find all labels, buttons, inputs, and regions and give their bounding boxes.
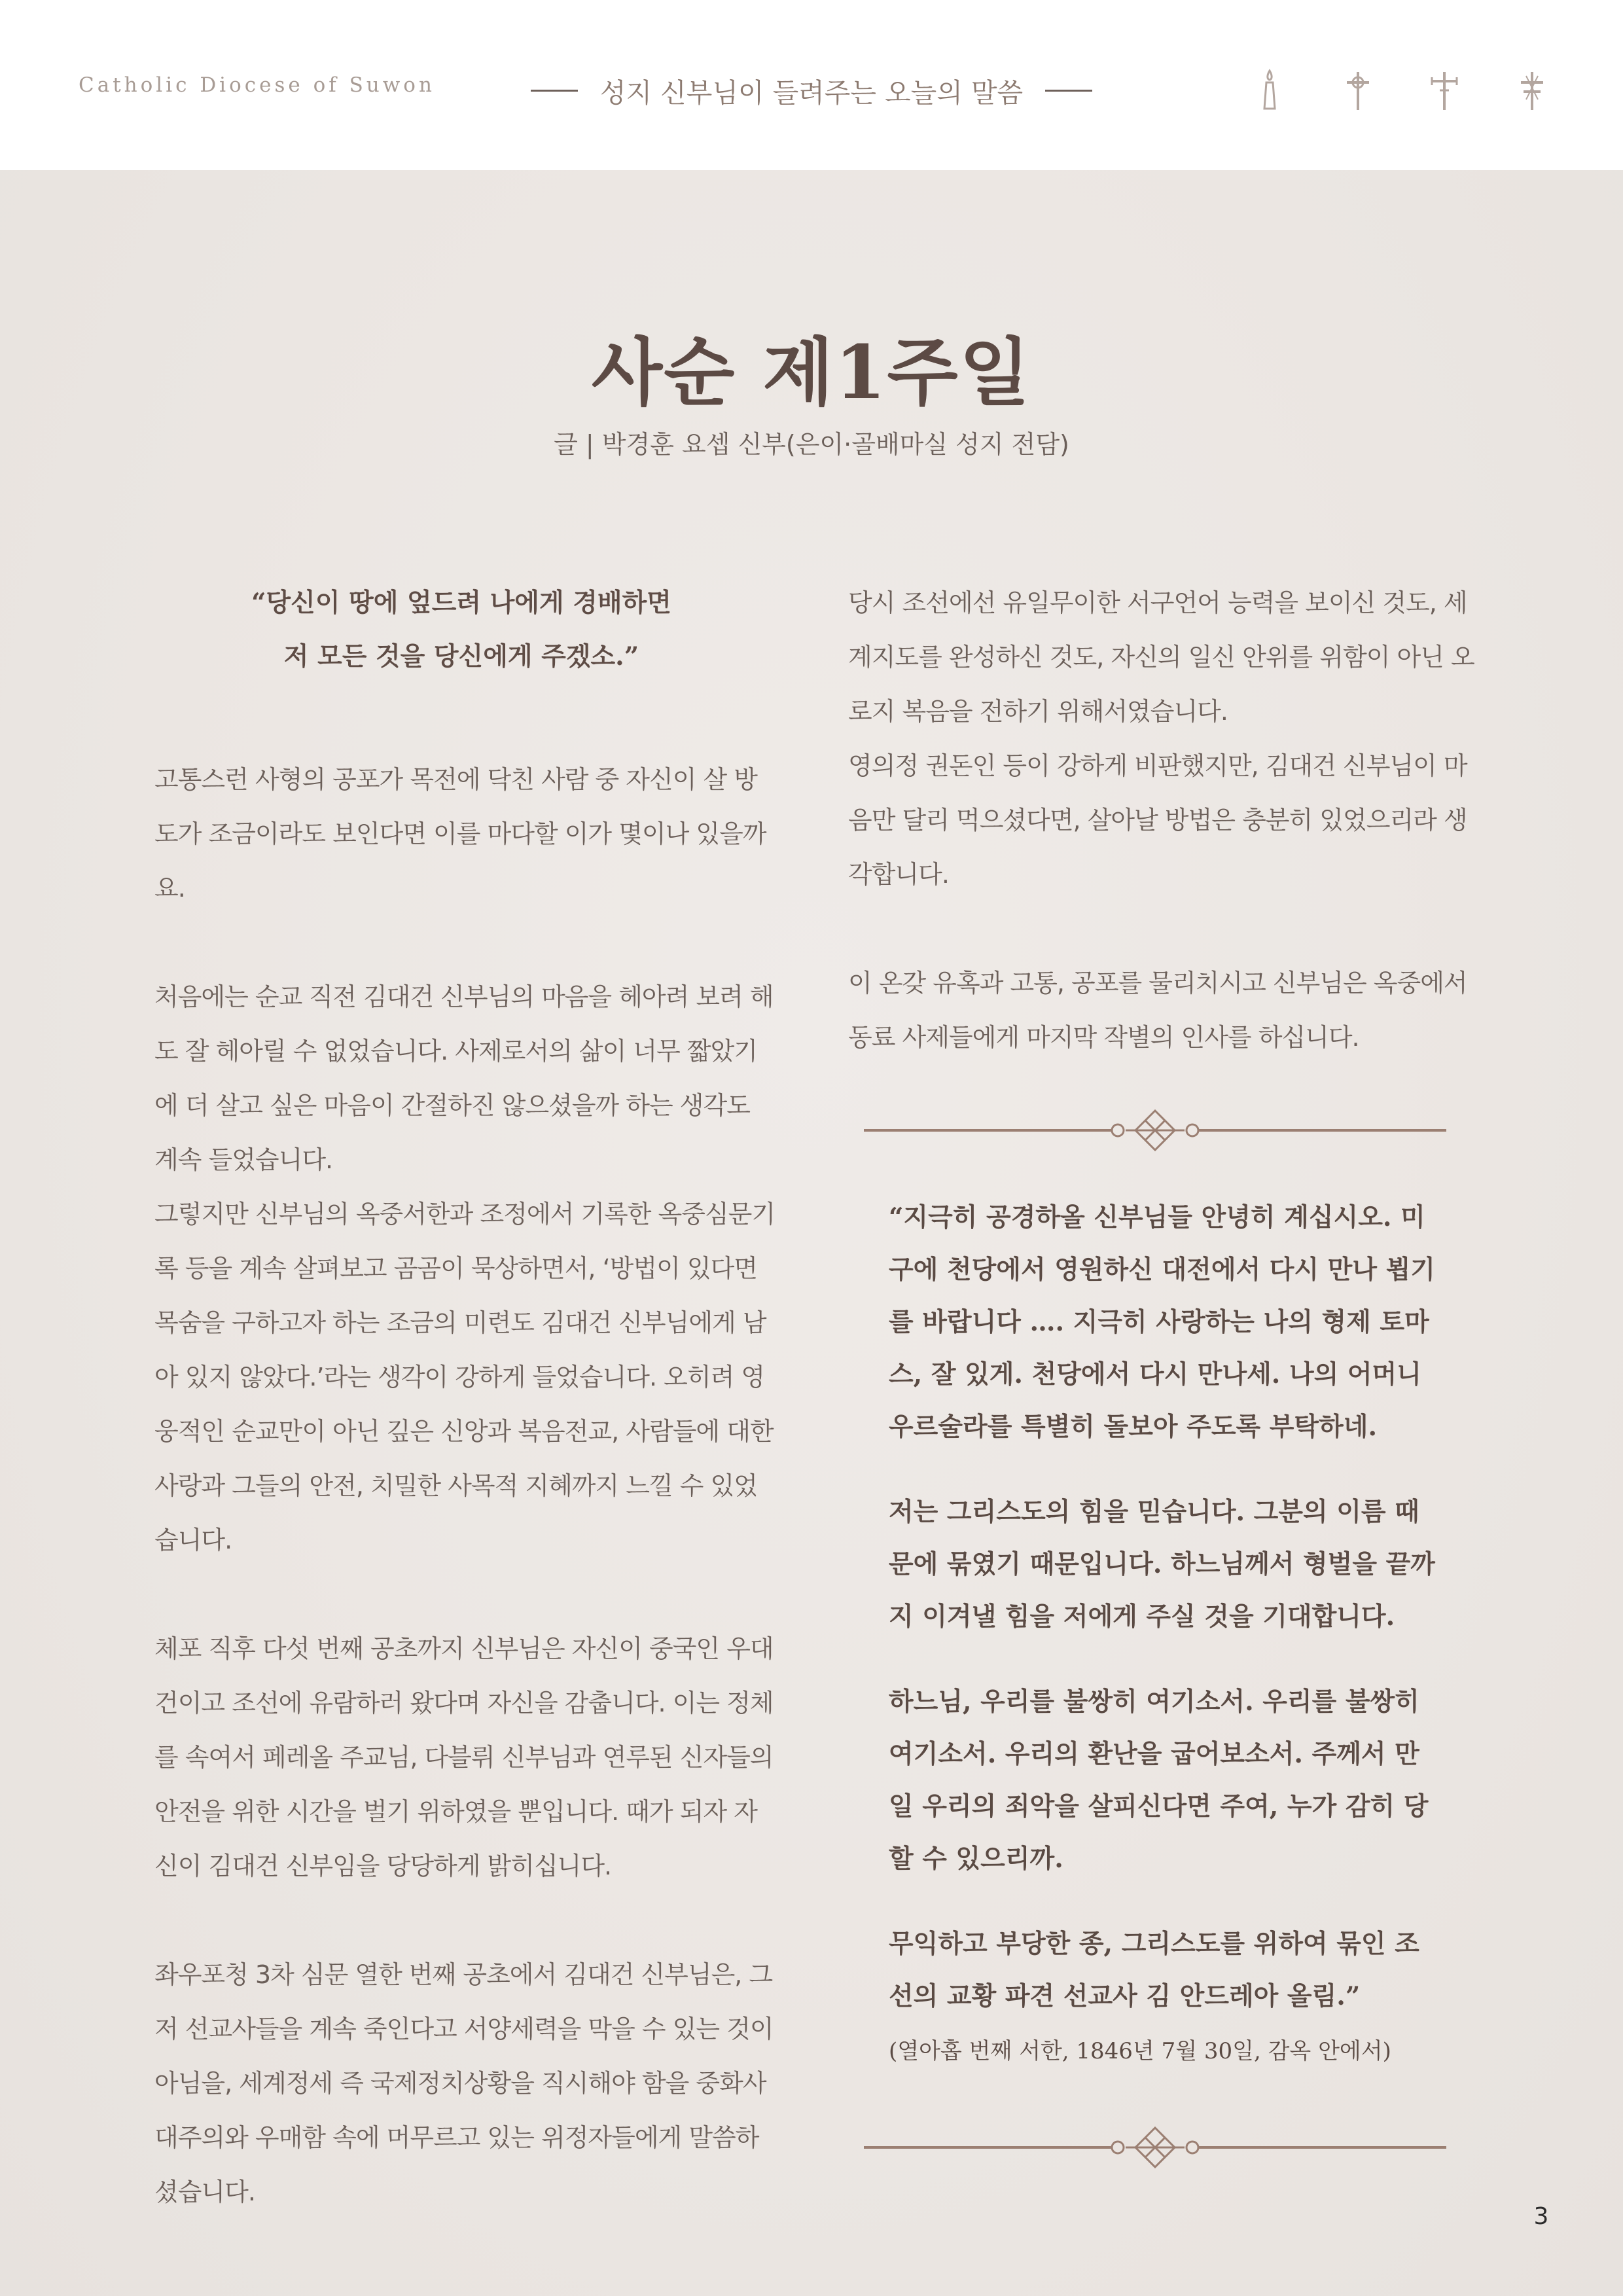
- candle-icon: [1257, 68, 1283, 114]
- page-number: 3: [1533, 2203, 1549, 2230]
- knot-ornament-divider: [864, 2125, 1446, 2170]
- paragraph: 체포 직후 다섯 번째 공초까지 신부님은 자신이 중국인 우대건이고 조선에 유람하러 왔다며 자신을 감춥니다. 이는 정체를 속여서 페레올 주교님, 다블뤼 신부님과 연루된 신자들의 안전을 위한 시간을 벌기 위하였을 뿐입니다. 때가 되자 자신이 김대건 신부임을 당당하게 밝히십니다.: [154, 1634, 774, 1880]
- article-byline: 글 | 박경훈 요셉 신부(은이·골배마실 성지 전담): [554, 430, 1069, 459]
- pull-quote-line: “당신이 땅에 엎드려 나에게 경배하면: [251, 588, 671, 618]
- cross-icon: [1516, 68, 1548, 114]
- paragraph: 당시 조선에선 유일무이한 서구언어 능력을 보이신 것도, 세계지도를 완성하신 것도, 자신의 일신 안위를 위함이 아닌 오로지 복음을 전하기 위해서였습니다.: [848, 588, 1474, 726]
- divider-dash: [1045, 90, 1092, 92]
- header-icons: [1257, 68, 1558, 115]
- paragraph: 좌우포청 3차 심문 열한 번째 공초에서 김대건 신부님은, 그저 선교사들을 계속 죽인다고 서양세력을 막을 수 있는 것이 아님을, 세계정세 즉 국제정치상황을 직시해야 함을 중화사대주의와 우매함 속에 머무르고 있는 위정자들에게 말씀하셨습니다.: [154, 1960, 774, 2206]
- header-tagline-group: [504, 71, 1119, 110]
- letter-paragraph: “지극히 공경하올 신부님들 안녕히 계십시오. 미구에 천당에서 영원하신 대전에서 다시 만나 뵙기를 바랍니다 …. 지극히 사랑하는 나의 형제 토마스, 잘 있게. 천당에서 다시 만나세. 나의 어머니 우르술라를 특별히 돌보아 주도록 부탁하네.: [889, 1202, 1435, 1442]
- left-column: [154, 753, 776, 2274]
- cross-icon: [1342, 68, 1374, 114]
- letter-quote: [889, 1191, 1438, 2104]
- brand-name: Catholic Diocese of Suwon: [79, 73, 435, 97]
- letter-paragraph: 무익하고 부당한 종, 그리스도를 위하여 묶인 조선의 교황 파견 선교사 김 안드레아 올림.”: [889, 1929, 1419, 2011]
- letter-paragraph: 하느님, 우리를 불쌍히 여기소서. 우리를 불쌍히 여기소서. 우리의 환난을 굽어보소서. 주께서 만일 우리의 죄악을 살피신다면 주여, 누가 감히 당할 수 있으리까.: [889, 1687, 1429, 1874]
- page-header: [0, 0, 1623, 170]
- pull-quote-line: 저 모든 것을 당신에게 주겠소.”: [283, 641, 639, 672]
- header-tagline: 성지 신부님이 들려주는 오늘의 말씀: [599, 77, 1024, 109]
- paragraph: 그렇지만 신부님의 옥중서한과 조정에서 기록한 옥중심문기록 등을 계속 살펴보고 곰곰이 묵상하면서, ‘방법이 있다면 목숨을 구하고자 하는 조금의 미련도 김대건 신부님에게 남아 있지 않았다.’라는 생각이 강하게 들었습니다. 오히려 영웅적인 순교만이 아닌 깊은 신앙과 복음전교, 사람들에 대한 사랑과 그들의 안전, 치밀한 사목적 지혜까지 느낄 수 있었습니다.: [154, 1200, 776, 1554]
- paragraph: 이 온갖 유혹과 고통, 공포를 물리치시고 신부님은 옥중에서 동료 사제들에게 마지막 작별의 인사를 하십니다.: [848, 969, 1467, 1052]
- paragraph: 고통스런 사형의 공포가 목전에 닥친 사람 중 자신이 살 방도가 조금이라도 보인다면 이를 마다할 이가 몇이나 있을까요.: [154, 765, 766, 903]
- letter-paragraph: 저는 그리스도의 힘을 믿습니다. 그분의 이름 때문에 묶였기 때문입니다. 하느님께서 형벌을 끝까지 이겨낼 힘을 저에게 주실 것을 기대합니다.: [889, 1497, 1435, 1632]
- paragraph: 영의정 권돈인 등이 강하게 비판했지만, 김대건 신부님이 마음만 달리 먹으셨다면, 살아날 방법은 충분히 있었으리라 생각합니다.: [848, 751, 1467, 889]
- knot-ornament-divider: [864, 1107, 1446, 1153]
- divider-dash: [531, 90, 578, 92]
- paragraph: 처음에는 순교 직전 김대건 신부님의 마음을 헤아려 보려 해도 잘 헤아릴 수 없었습니다. 사제로서의 삶이 너무 짧았기에 더 살고 싶은 마음이 간절하진 않으셨을까 하는 생각도 계속 들었습니다.: [154, 982, 774, 1174]
- cross-icon: [1428, 68, 1461, 114]
- right-column: [848, 576, 1476, 1119]
- pull-quote: [151, 576, 772, 683]
- letter-source: (열아홉 번째 서한, 1846년 7월 30일, 감옥 안에서): [889, 2038, 1391, 2064]
- article-title: 사순 제1주일: [592, 330, 1031, 416]
